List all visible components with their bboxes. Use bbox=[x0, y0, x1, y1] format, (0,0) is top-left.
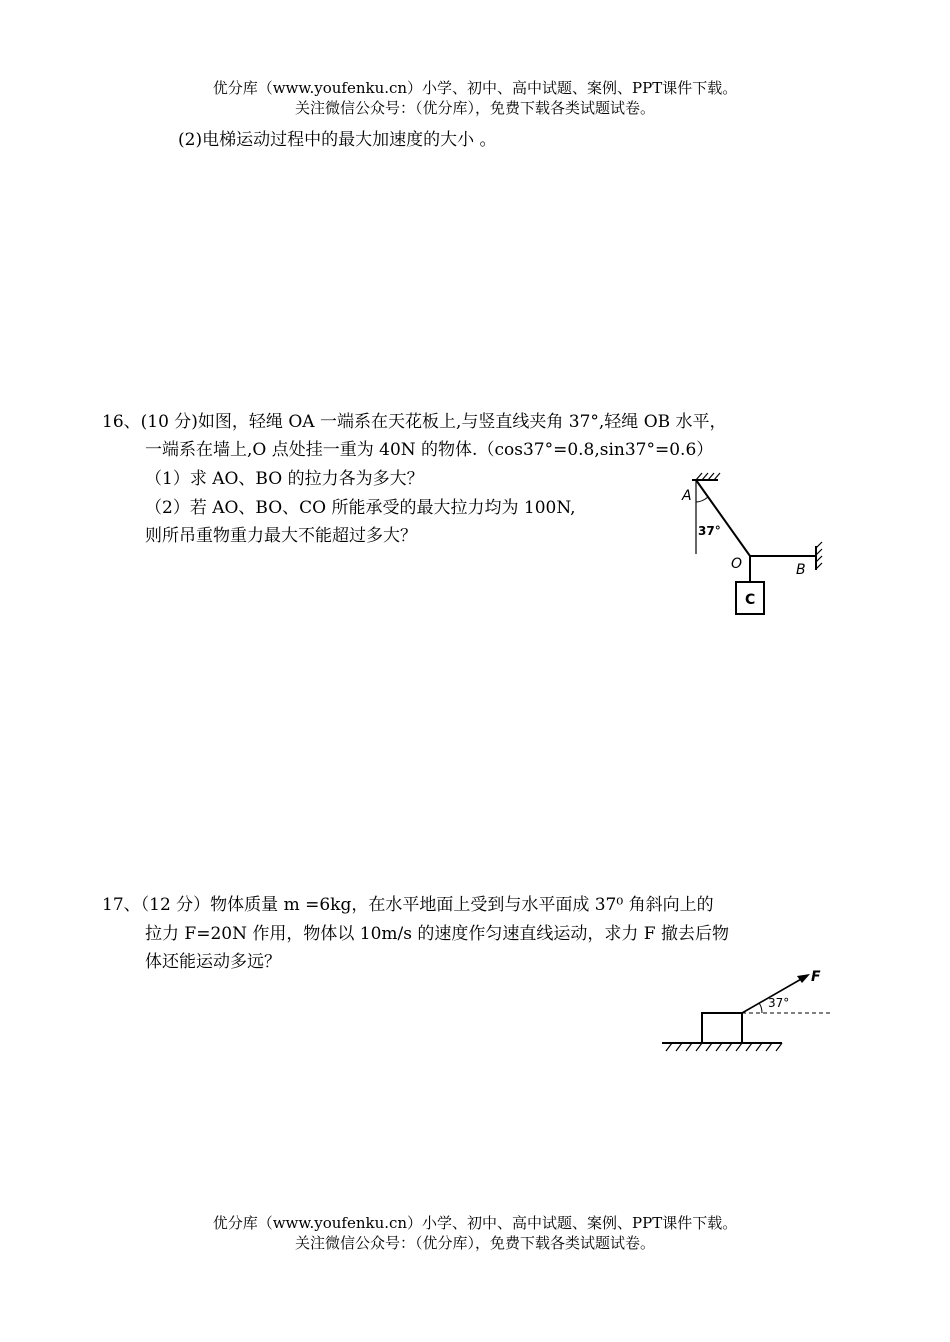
label-angle-37: 37° bbox=[698, 524, 721, 538]
label-b: B bbox=[796, 562, 806, 578]
header-line-2: 关注微信公众号：（优分库），免费下载各类试题试卷。 bbox=[294, 99, 655, 117]
label-c: C bbox=[745, 592, 756, 608]
q16-line-3: （1）求 AO、BO 的拉力各为多大？ bbox=[145, 469, 424, 489]
label-angle-37-f: 37° bbox=[768, 996, 790, 1010]
q16-rope-diagram bbox=[670, 470, 850, 630]
q15-part2-text: (2)电梯运动过程中的最大加速度的大小 。 bbox=[178, 130, 497, 150]
q16-line-4: （2）若 AO、BO、CO 所能承受的最大拉力均为 100N, bbox=[145, 498, 576, 518]
q16-line-5: 则所吊重物重力最大不能超过多大？ bbox=[145, 526, 417, 546]
footer-line-2: 关注微信公众号：（优分库），免费下载各类试题试卷。 bbox=[294, 1234, 655, 1252]
q16-line-2: 一端系在墙上,O 点处挂一重为 40N 的物体.（cos37°=0.8,sin37°=0.6） bbox=[145, 440, 714, 460]
q17-line-1: 17、（12 分）物体质量 m =6kg，在水平地面上受到与水平面成 37⁰ 角斜向上的 bbox=[102, 895, 714, 915]
label-o: O bbox=[731, 556, 743, 572]
label-f: F bbox=[811, 969, 821, 985]
q16-line-1: 16、(10 分)如图，轻绳 OA 一端系在天花板上,与竖直线夹角 37°,轻绳 OB 水平， bbox=[102, 412, 727, 432]
q17-line-3: 体还能运动多远？ bbox=[145, 952, 281, 972]
label-a: A bbox=[682, 488, 692, 504]
q17-force-diagram bbox=[660, 965, 840, 1060]
header-line-1: 优分库（www.youfenku.cn）小学、初中、高中试题、案例、PPT课件下载。 bbox=[212, 79, 738, 97]
q17-line-2: 拉力 F=20N 作用，物体以 10m/s 的速度作匀速直线运动，求力 F 撤去后物 bbox=[145, 924, 729, 944]
footer-line-1: 优分库（www.youfenku.cn）小学、初中、高中试题、案例、PPT课件下载。 bbox=[212, 1214, 738, 1232]
